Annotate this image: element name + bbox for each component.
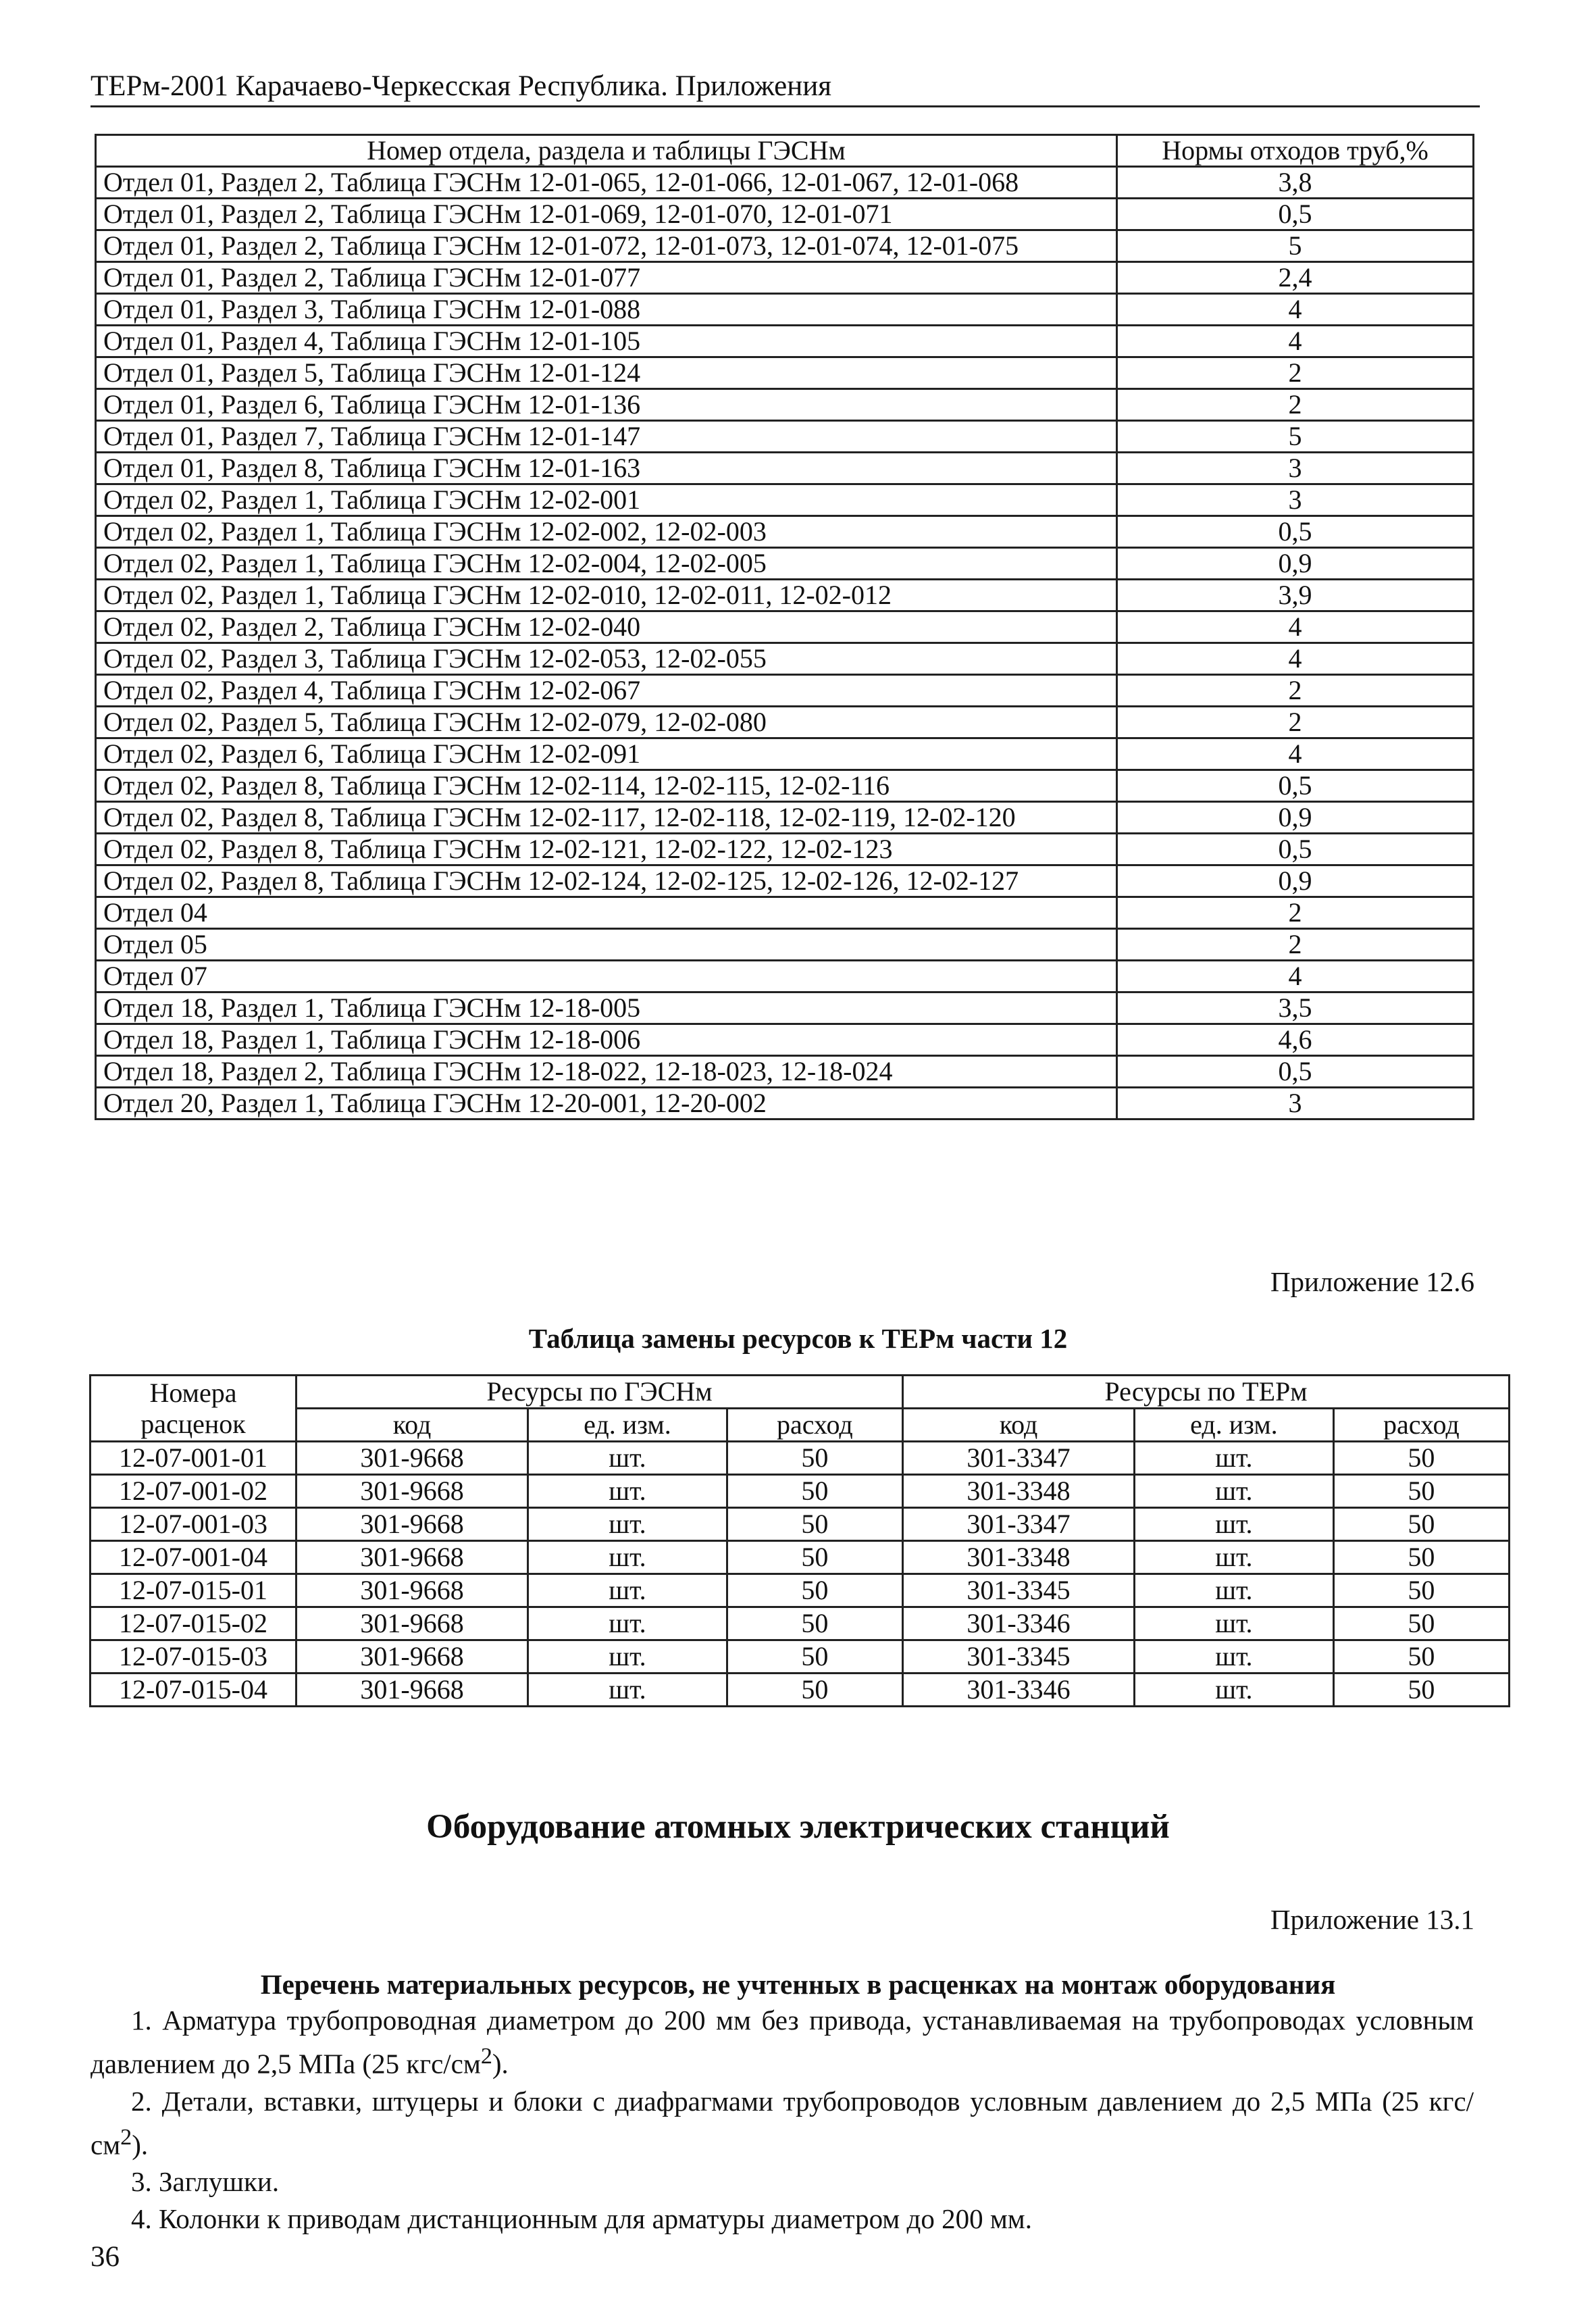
table-cell: 301-9668 [297,1640,528,1674]
table-row [96,580,1474,611]
waste-norm-cell: 4 [1117,294,1474,326]
list-item: 3. Заглушки. [131,2166,280,2198]
table-row [91,1475,1510,1508]
column-header: код [902,1409,1134,1442]
table-row [96,199,1474,230]
table-cell: шт. [1135,1674,1334,1707]
table-row [91,1574,1510,1607]
section-reference-cell: Отдел 02, Раздел 4, Таблица ГЭСНм 12-02-067 [96,675,1117,707]
table-cell: 12-07-015-01 [91,1574,297,1607]
table-cell: шт. [528,1442,727,1475]
table-cell: 12-07-015-04 [91,1674,297,1707]
waste-norm-cell: 2 [1117,389,1474,421]
section-reference-cell: Отдел 02, Раздел 2, Таблица ГЭСНм 12-02-040 [96,611,1117,643]
table-cell: 301-3346 [902,1607,1134,1640]
table-cell: 301-9668 [297,1442,528,1475]
section-reference-cell: Отдел 01, Раздел 4, Таблица ГЭСНм 12-01-105 [96,326,1117,357]
table-cell: шт. [528,1574,727,1607]
table-row [96,992,1474,1024]
table-cell: 301-3345 [902,1574,1134,1607]
section-title: Оборудование атомных электрических станций [426,1808,1170,1846]
section-reference-cell: Отдел 02, Раздел 1, Таблица ГЭСНм 12-02-004, 12-02-005 [96,548,1117,580]
waste-norm-cell: 3 [1117,1088,1474,1120]
table-row [96,675,1474,707]
waste-norm-cell: 0,5 [1117,516,1474,548]
table-row [96,834,1474,865]
column-header: ед. изм. [1135,1409,1334,1442]
list-item: 4. Колонки к приводам дистанционным для арматуры диаметром до 200 мм. [131,2203,1033,2235]
table-cell: 50 [1333,1574,1509,1607]
list-title: Перечень материальных ресурсов, не учтенных в расценках на монтаж оборудования [260,1969,1336,2000]
table-row [96,294,1474,326]
table-cell: шт. [528,1640,727,1674]
table-row [96,770,1474,802]
appendix-label: Приложение 12.6 [1270,1266,1474,1297]
table-row [96,1088,1474,1120]
table-cell: 301-9668 [297,1541,528,1574]
waste-norm-cell: 4 [1117,961,1474,992]
materials-list [91,2003,1474,2238]
waste-norm-cell: 4 [1117,326,1474,357]
section-reference-cell: Отдел 01, Раздел 2, Таблица ГЭСНм 12-01-069, 12-01-070, 12-01-071 [96,199,1117,230]
section-reference-cell: Отдел 02, Раздел 1, Таблица ГЭСНм 12-02-001 [96,484,1117,516]
section-reference-cell: Отдел 04 [96,897,1117,929]
table-cell: шт. [1135,1607,1334,1640]
table-row [91,1640,1510,1674]
table-cell: 301-3348 [902,1541,1134,1574]
section-reference-cell: Отдел 07 [96,961,1117,992]
section-reference-cell: Отдел 02, Раздел 8, Таблица ГЭСНм 12-02-121, 12-02-122, 12-02-123 [96,834,1117,865]
table-cell: шт. [1135,1640,1334,1674]
section-reference-cell: Отдел 02, Раздел 5, Таблица ГЭСНм 12-02-079, 12-02-080 [96,707,1117,738]
section-reference-cell: Отдел 01, Раздел 5, Таблица ГЭСНм 12-01-124 [96,357,1117,389]
section-reference-cell: Отдел 01, Раздел 2, Таблица ГЭСНм 12-01-077 [96,262,1117,294]
section-reference-cell: Отдел 02, Раздел 1, Таблица ГЭСНм 12-02-002, 12-02-003 [96,516,1117,548]
table-cell: шт. [1135,1475,1334,1508]
waste-norm-cell: 0,5 [1117,1056,1474,1088]
section-reference-cell: Отдел 02, Раздел 8, Таблица ГЭСНм 12-02-124, 12-02-125, 12-02-126, 12-02-127 [96,865,1117,897]
table-cell: 12-07-001-01 [91,1442,297,1475]
table-cell: 301-3346 [902,1674,1134,1707]
section-reference-cell: Отдел 02, Раздел 6, Таблица ГЭСНм 12-02-091 [96,738,1117,770]
table-cell: 50 [727,1442,902,1475]
table-cell: 50 [1333,1674,1509,1707]
section-reference-cell: Отдел 20, Раздел 1, Таблица ГЭСНм 12-20-001, 12-20-002 [96,1088,1117,1120]
table-cell: 12-07-015-02 [91,1607,297,1640]
waste-norm-cell: 0,9 [1117,548,1474,580]
waste-norm-cell: 2,4 [1117,262,1474,294]
section-reference-cell: Отдел 01, Раздел 2, Таблица ГЭСНм 12-01-065, 12-01-066, 12-01-067, 12-01-068 [96,167,1117,199]
table-row [91,1442,1510,1475]
table-cell: 301-3348 [902,1475,1134,1508]
waste-norm-cell: 2 [1117,707,1474,738]
table-cell: шт. [528,1475,727,1508]
table-cell: 12-07-015-03 [91,1640,297,1674]
waste-norm-cell: 4 [1117,738,1474,770]
section-reference-cell: Отдел 01, Раздел 6, Таблица ГЭСНм 12-01-136 [96,389,1117,421]
waste-norm-cell: 5 [1117,421,1474,453]
table-row [96,167,1474,199]
section-reference-cell: Отдел 02, Раздел 8, Таблица ГЭСНм 12-02-117, 12-02-118, 12-02-119, 12-02-120 [96,802,1117,834]
table-cell: 50 [727,1607,902,1640]
table-cell: 50 [727,1640,902,1674]
waste-norm-cell: 3,8 [1117,167,1474,199]
table-row [96,326,1474,357]
table-row [96,453,1474,484]
waste-norm-cell: 5 [1117,230,1474,262]
waste-norm-cell: 0,9 [1117,865,1474,897]
table-cell: 301-3347 [902,1442,1134,1475]
section-reference-cell: Отдел 02, Раздел 1, Таблица ГЭСНм 12-02-010, 12-02-011, 12-02-012 [96,580,1117,611]
section-reference-cell: Отдел 18, Раздел 1, Таблица ГЭСНм 12-18-005 [96,992,1117,1024]
table-row [96,643,1474,675]
table-cell: 301-9668 [297,1508,528,1541]
table-row [96,230,1474,262]
waste-norm-cell: 2 [1117,897,1474,929]
waste-norm-cell: 0,5 [1117,834,1474,865]
waste-norm-cell: 0,5 [1117,770,1474,802]
table-row [91,1607,1510,1640]
waste-norm-cell: 4 [1117,611,1474,643]
column-header: Нормы отходов труб,% [1117,135,1474,167]
table-cell: 50 [727,1475,902,1508]
waste-norms-table [95,134,1474,1120]
table-row [96,865,1474,897]
table-cell: шт. [528,1541,727,1574]
table-row [96,484,1474,516]
table-row [96,611,1474,643]
table-cell: 12-07-001-04 [91,1541,297,1574]
table-cell: 50 [727,1508,902,1541]
column-header: Номера расценок [91,1376,297,1442]
table-cell: 50 [1333,1508,1509,1541]
waste-norm-cell: 4,6 [1117,1024,1474,1056]
table-cell: 50 [1333,1442,1509,1475]
resource-replacement-table [89,1374,1510,1707]
table-cell: 50 [727,1541,902,1574]
table-cell: 12-07-001-03 [91,1508,297,1541]
table-row [96,897,1474,929]
table-header-row [91,1376,1510,1409]
section-reference-cell: Отдел 01, Раздел 8, Таблица ГЭСНм 12-01-163 [96,453,1117,484]
table-cell: 301-3347 [902,1508,1134,1541]
table-cell: шт. [528,1508,727,1541]
waste-norm-cell: 3 [1117,484,1474,516]
section-reference-cell: Отдел 18, Раздел 2, Таблица ГЭСНм 12-18-022, 12-18-023, 12-18-024 [96,1056,1117,1088]
table-row [96,421,1474,453]
table-cell: шт. [528,1607,727,1640]
waste-norm-cell: 3,5 [1117,992,1474,1024]
page-number: 36 [91,2241,120,2273]
table-cell: 50 [1333,1475,1509,1508]
table-cell: 12-07-001-02 [91,1475,297,1508]
table-header-row [96,135,1474,167]
section-reference-cell: Отдел 01, Раздел 3, Таблица ГЭСНм 12-01-088 [96,294,1117,326]
table-row [96,1056,1474,1088]
table-cell: 50 [727,1574,902,1607]
page-header: ТЕРм-2001 Карачаево-Черкесская Республика. Приложения [91,68,1480,107]
table-cell: шт. [528,1674,727,1707]
table-row [96,262,1474,294]
table-subheader-row [91,1409,1510,1442]
column-group-header: Ресурсы по ГЭСНм [297,1376,903,1409]
table-row [91,1508,1510,1541]
table-row [96,548,1474,580]
list-item: 1. Арматура трубопроводная диаметром до 200 мм без привода, устанавливаемая на трубопроводах условным давлением до 2,5 МПа (25 кгс/$см^2$). [91,2005,1474,2080]
section-reference-cell: Отдел 01, Раздел 7, Таблица ГЭСНм 12-01-147 [96,421,1117,453]
column-header: код [297,1409,528,1442]
column-group-header: Ресурсы по ТЕРм [902,1376,1509,1409]
waste-norm-cell: 2 [1117,357,1474,389]
column-header: ед. изм. [528,1409,727,1442]
appendix-label: Приложение 13.1 [1270,1904,1474,1935]
table-row [91,1674,1510,1707]
table-row [96,929,1474,961]
column-header: расход [727,1409,902,1442]
table-cell: 50 [727,1674,902,1707]
list-item: 2. Детали, вставки, штуцеры и блоки с диафрагмами трубопроводов условным давлением до 2,5 МПа (25 кгс/$см^2$). [91,2085,1474,2161]
table-cell: 301-3345 [902,1640,1134,1674]
waste-norm-cell: 2 [1117,929,1474,961]
table-cell: 301-9668 [297,1475,528,1508]
table-row [96,357,1474,389]
table-cell: шт. [1135,1442,1334,1475]
waste-norm-cell: 3,9 [1117,580,1474,611]
table-cell: 50 [1333,1541,1509,1574]
waste-norm-cell: 2 [1117,675,1474,707]
table-cell: шт. [1135,1508,1334,1541]
table-row [96,802,1474,834]
table-cell: 50 [1333,1640,1509,1674]
column-header: Номер отдела, раздела и таблицы ГЭСНм [96,135,1117,167]
table-row [91,1541,1510,1574]
section-reference-cell: Отдел 02, Раздел 8, Таблица ГЭСНм 12-02-114, 12-02-115, 12-02-116 [96,770,1117,802]
table-row [96,707,1474,738]
section-reference-cell: Отдел 05 [96,929,1117,961]
waste-norm-cell: 3 [1117,453,1474,484]
table-cell: 301-9668 [297,1607,528,1640]
table-cell: шт. [1135,1574,1334,1607]
table-cell: 301-9668 [297,1674,528,1707]
table-row [96,1024,1474,1056]
section-reference-cell: Отдел 01, Раздел 2, Таблица ГЭСНм 12-01-072, 12-01-073, 12-01-074, 12-01-075 [96,230,1117,262]
section-reference-cell: Отдел 02, Раздел 3, Таблица ГЭСНм 12-02-053, 12-02-055 [96,643,1117,675]
table-row [96,738,1474,770]
table-row [96,516,1474,548]
table-cell: 50 [1333,1607,1509,1640]
table-caption: Таблица замены ресурсов к ТЕРм части 12 [528,1323,1068,1354]
table-row [96,961,1474,992]
table-row [96,389,1474,421]
waste-norm-cell: 0,5 [1117,199,1474,230]
column-header: расход [1333,1409,1509,1442]
table-cell: шт. [1135,1541,1334,1574]
waste-norm-cell: 4 [1117,643,1474,675]
section-reference-cell: Отдел 18, Раздел 1, Таблица ГЭСНм 12-18-006 [96,1024,1117,1056]
waste-norm-cell: 0,9 [1117,802,1474,834]
table-cell: 301-9668 [297,1574,528,1607]
